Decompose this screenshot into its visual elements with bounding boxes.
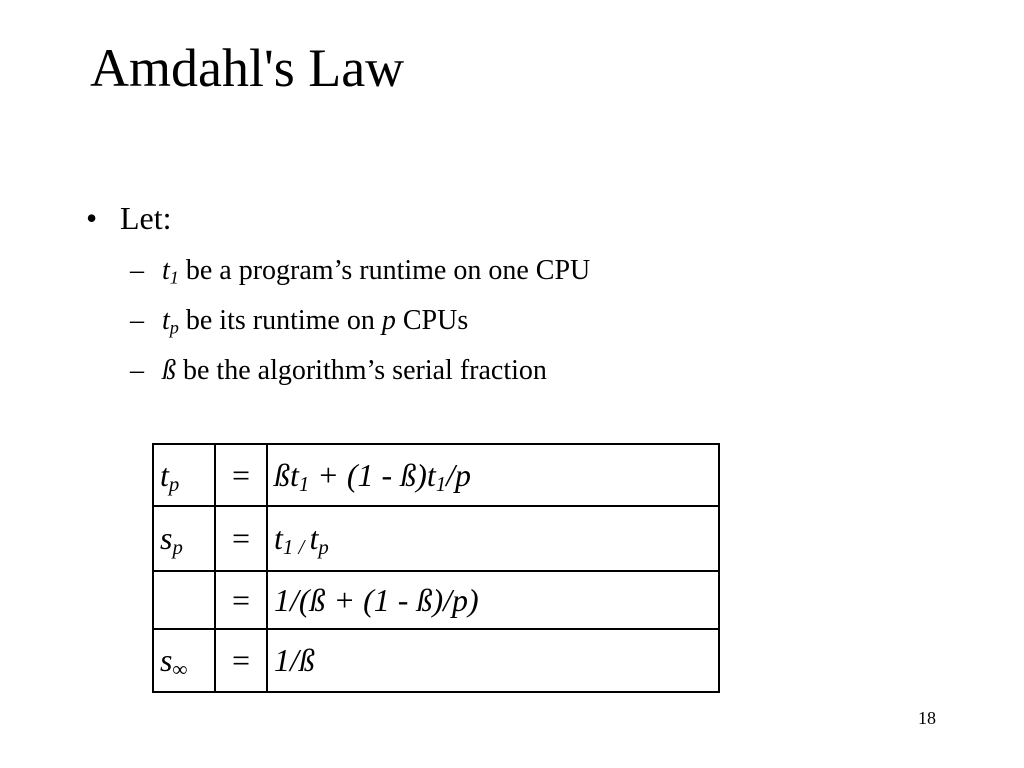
definition-beta: [130, 354, 590, 404]
formula-expression: 1/ß: [267, 629, 719, 692]
formula-row-sp: [153, 506, 719, 571]
dash-marker: –: [130, 355, 144, 386]
formula-expression: 1/(ß + (1 - ß)/p): [267, 571, 719, 629]
bullet-text: Let:: [120, 200, 172, 236]
symbol-subscript: p: [169, 317, 179, 338]
symbol-t: t: [162, 305, 170, 336]
slide-title: Amdahl's Law: [90, 38, 405, 98]
bullet-let: [86, 198, 172, 238]
symbol-subscript: 1: [169, 267, 179, 288]
formula-variable: $t_p$: [153, 444, 215, 506]
symbol-beta: ß: [162, 355, 176, 386]
equals-sign: =: [215, 506, 267, 571]
definition-text: be the algorithm’s serial fraction: [176, 355, 547, 386]
equals-sign: =: [215, 571, 267, 629]
equals-sign: =: [215, 629, 267, 692]
formula-expression: $ßt_1 + (1$ - $ß)t_1/p$: [267, 444, 719, 506]
formula-table: [152, 443, 720, 693]
page-number: 18: [918, 708, 936, 728]
definition-tp: [130, 304, 590, 354]
symbol-p: p: [381, 305, 396, 336]
definition-text: be a program’s runtime on one CPU: [178, 255, 591, 286]
formula-row-speedup-expanded: [153, 571, 719, 629]
dash-marker: –: [130, 255, 144, 286]
formula-row-s-infinity: [153, 629, 719, 692]
definition-text-end: CPUs: [395, 305, 469, 336]
formula-variable-empty: [153, 571, 215, 629]
formula-expression: $t_{1 /}$ $t_p$: [267, 506, 719, 571]
formula-row-tp: [153, 444, 719, 506]
definition-text: be its runtime on: [178, 305, 382, 336]
bullet-marker: •: [86, 200, 98, 236]
definition-t1: [130, 254, 590, 304]
dash-marker: –: [130, 305, 144, 336]
formula-variable: $s_\infty$: [153, 629, 215, 692]
definition-list: [130, 254, 590, 404]
equals-sign: =: [215, 444, 267, 506]
symbol-t: t: [162, 255, 170, 286]
formula-variable: $s_p$: [153, 506, 215, 571]
